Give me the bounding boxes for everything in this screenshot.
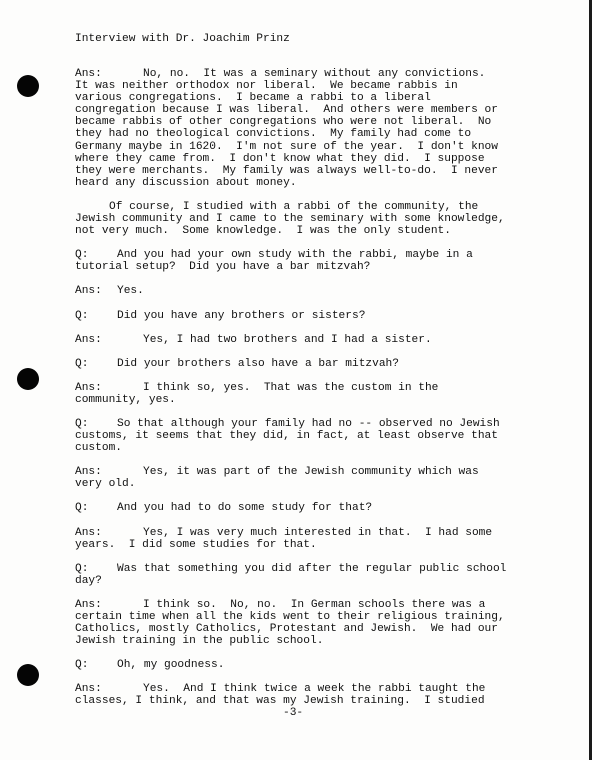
transcript-line <box>75 466 575 478</box>
punch-hole-bottom <box>17 664 39 686</box>
transcript-line <box>75 116 575 128</box>
line-text: tutorial setup? Did you have a bar mitzvah? <box>75 261 371 274</box>
speaker-label: Ans: <box>75 285 102 298</box>
transcript-line <box>75 92 575 104</box>
speaker-label: Q: <box>75 417 89 430</box>
punch-hole-top <box>17 75 39 97</box>
line-text: Yes, it was part of the Jewish community which was <box>143 466 479 479</box>
line-text: certain time when all the kids went to their religious training, <box>75 611 505 623</box>
line-text: Jewish training in the public school. <box>75 635 324 648</box>
line-text: Yes. And I think twice a week the rabbi taught the <box>143 683 486 696</box>
transcript-paragraph <box>75 285 575 297</box>
transcript-line <box>75 165 575 177</box>
line-text: classes, I think, and that was my Jewish training. I studied <box>75 695 485 708</box>
line-text: very old. <box>75 478 136 491</box>
line-text: not very much. Some knowledge. I was the only student. <box>75 225 451 238</box>
transcript-line <box>75 539 575 551</box>
transcript-line <box>75 201 575 213</box>
transcript-line <box>75 177 575 189</box>
transcript-paragraph <box>75 563 575 587</box>
line-text: I think so. No, no. In German schools there was a <box>143 598 486 611</box>
transcript-line <box>75 310 575 322</box>
line-text: Of course, I studied with a rabbi of the community, the <box>109 200 479 213</box>
transcript-paragraph <box>75 68 575 189</box>
line-text: Germany maybe in 1620. I'm not sure of the year. I don't know <box>75 140 498 153</box>
speaker-label: Ans: <box>75 68 102 80</box>
transcript-line <box>75 527 575 539</box>
speaker-label: Q: <box>75 562 89 575</box>
line-text: Yes. <box>117 285 144 298</box>
transcript-paragraph <box>75 358 575 370</box>
line-text: I think so, yes. That was the custom in the <box>143 381 439 394</box>
transcript-paragraph <box>75 502 575 514</box>
transcript-paragraph <box>75 683 575 707</box>
transcript-paragraph <box>75 466 575 490</box>
line-text: customs, it seems that they did, in fact, at least observe that <box>75 430 498 443</box>
line-text: Jewish community and I came to the seminary with some knowledge, <box>75 213 505 226</box>
transcript-line <box>75 575 575 587</box>
line-text: It was neither orthodox nor liberal. We became rabbis in <box>75 80 458 93</box>
line-text: they were merchants. My family was always well-to-do. I never <box>75 164 498 177</box>
speaker-label: Ans: <box>75 598 102 611</box>
line-text: Oh, my goodness. <box>117 659 225 672</box>
transcript-line <box>75 442 575 454</box>
transcript-line <box>75 334 575 346</box>
line-text: Catholics, mostly Catholics, Protestant and Jewish. We had our <box>75 623 498 636</box>
transcript-paragraph <box>75 599 575 647</box>
line-text: congregation because I was liberal. And others were members or <box>75 104 498 117</box>
transcript-paragraphs <box>75 68 575 708</box>
line-text: Yes, I had two brothers and I had a sister. <box>143 333 432 346</box>
line-text: And you had your own study with the rabbi, maybe in a <box>117 249 473 262</box>
transcript-paragraph <box>75 201 575 237</box>
transcript-paragraph <box>75 527 575 551</box>
line-text: various congregations. I became a rabbi to a liberal <box>75 92 431 105</box>
transcript-line <box>75 659 575 671</box>
line-text: became rabbis of other congregations who were not liberal. No <box>75 116 492 129</box>
line-text: Was that something you did after the regular public school <box>117 562 507 575</box>
transcript-paragraph <box>75 310 575 322</box>
speaker-label: Q: <box>75 659 89 672</box>
line-text: heard any discussion about money. <box>75 176 297 189</box>
transcript-paragraph <box>75 382 575 406</box>
transcript-line <box>75 104 575 116</box>
transcript-line <box>75 635 575 647</box>
transcript-line <box>75 695 575 707</box>
transcript-line <box>75 358 575 370</box>
transcript-paragraph <box>75 249 575 273</box>
speaker-label: Q: <box>75 249 89 262</box>
line-text: custom. <box>75 442 122 455</box>
transcript-line <box>75 261 575 273</box>
line-text: No, no. It was a seminary without any convictions. <box>143 68 486 80</box>
speaker-label: Ans: <box>75 381 102 394</box>
transcript-line <box>75 285 575 297</box>
speaker-label: Q: <box>75 502 89 515</box>
page-header: Interview with Dr. Joachim Prinz <box>75 33 290 45</box>
transcript-line <box>75 128 575 140</box>
line-text: So that although your family had no -- observed no Jewish <box>117 417 500 430</box>
transcript-line <box>75 683 575 695</box>
transcript-body <box>75 33 575 720</box>
speaker-label: Ans: <box>75 333 102 346</box>
speaker-label: Ans: <box>75 526 102 539</box>
line-text: And you had to do some study for that? <box>117 502 373 515</box>
transcript-paragraph <box>75 659 575 671</box>
transcript-line <box>75 394 575 406</box>
transcript-line <box>75 68 575 80</box>
transcript-line <box>75 599 575 611</box>
speaker-label: Q: <box>75 357 89 370</box>
line-text: they had no theological convictions. My family had come to <box>75 128 472 141</box>
transcript-line <box>75 563 575 575</box>
transcript-line <box>75 478 575 490</box>
transcript-line <box>75 213 575 225</box>
line-text: Did you have any brothers or sisters? <box>117 309 366 322</box>
speaker-label: Ans: <box>75 466 102 479</box>
transcript-line <box>75 249 575 261</box>
transcript-line <box>75 623 575 635</box>
line-text: years. I did some studies for that. <box>75 538 317 551</box>
transcript-line <box>75 611 575 623</box>
punch-hole-middle <box>17 368 39 390</box>
transcript-line <box>75 80 575 92</box>
transcript-paragraph <box>75 334 575 346</box>
line-text: community, yes. <box>75 393 176 406</box>
transcript-line <box>75 430 575 442</box>
transcript-line <box>75 141 575 153</box>
transcript-line <box>75 225 575 237</box>
transcript-line <box>75 418 575 430</box>
line-text: Yes, I was very much interested in that. I had some <box>143 526 493 539</box>
speaker-label: Ans: <box>75 683 102 696</box>
line-text: where they came from. I don't know what they did. I suppose <box>75 152 485 165</box>
speaker-label: Q: <box>75 309 89 322</box>
line-text: Did your brothers also have a bar mitzvah? <box>117 357 399 370</box>
transcript-line <box>75 382 575 394</box>
transcript-line <box>75 502 575 514</box>
transcript-paragraph <box>75 418 575 454</box>
transcript-line <box>75 153 575 165</box>
line-text: day? <box>75 574 102 587</box>
page-number: -3- <box>283 707 304 719</box>
